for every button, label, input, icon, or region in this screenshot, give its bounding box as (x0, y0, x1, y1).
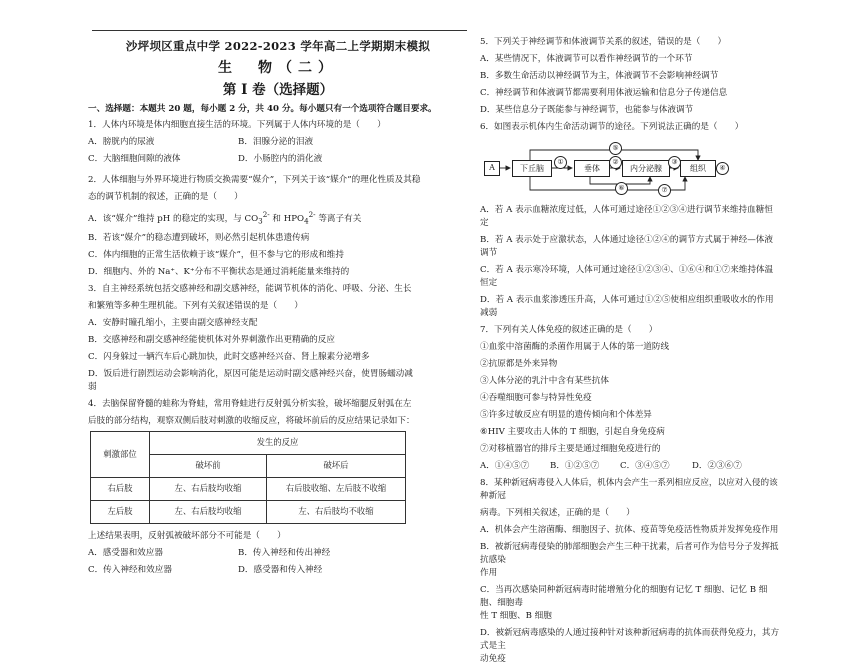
diagram-num-2: ② (609, 156, 622, 169)
diagram-num-3: ③ (668, 156, 681, 169)
q8-option-b-line1: B．被新冠病毒侵染的肺部细胞会产生三种干扰素，后者可作为信号分子发挥抵抗感染 (480, 542, 779, 565)
q7-stem: 7．下列有关人体免疫的叙述正确的是（ ） (480, 325, 658, 335)
q7-option-b: B．①②⑤⑦ (550, 461, 600, 471)
q3-option-d-line1: D．饭后进行剧烈运动会影响消化，原因可能是运动时副交感神经兴奋，使胃肠蠕动减 (88, 368, 413, 379)
diagram-num-6: ⑥ (615, 182, 628, 195)
diagram-num-5: ⑤ (609, 142, 622, 155)
subject-title: 生 物（二） (218, 60, 338, 76)
q5-option-b: B．多数生命活动以神经调节为主，体液调节不会影响神经调节 (480, 71, 719, 81)
q4-option-b: B．传入神经和传出神经 (238, 547, 331, 558)
table-cell: 左后肢 (91, 500, 150, 523)
q7-item-7: ⑦对移植器官的排斥主要是通过细胞免疫进行的 (480, 444, 661, 454)
q7-item-3: ③人体分泌的乳汁中含有某些抗体 (480, 376, 609, 386)
q3-option-d-line2: 弱 (88, 381, 97, 392)
table-header-reaction: 发生的反应 (150, 431, 406, 454)
q6-stem: 6．如图表示机体内生命活动调节的途径。下列说法正确的是（ ） (480, 122, 744, 132)
q5-option-a: A．某些情况下，体液调节可以看作神经调节的一个环节 (480, 54, 693, 64)
q7-options (480, 460, 780, 473)
q6-option-a: A．若 A 表示血糖浓度过低，人体可通过途径①②③④进行调节来维持血糖恒定 (480, 205, 773, 228)
left-column (88, 0, 468, 585)
q6-option-c: C．若 A 表示寒冷环境，人体可通过途径①②③④、①⑥④和①⑦来维持体温恒定 (480, 265, 774, 288)
diagram-hypothalamus: 下丘脑 (512, 160, 552, 177)
q8-option-c-line2: 性 T 细胞、B 细胞 (480, 611, 552, 621)
q4-question: 上述结果表明，反射弧被破坏部分不可能是（ ） (88, 530, 286, 541)
q5-stem: 5．下列关于神经调节和体液调节关系的叙述，错误的是（ ） (480, 37, 727, 47)
diagram-a-box: A (484, 161, 500, 176)
q3-option-b: B．交感神经和副交感神经能使机体对外界刺激作出更精确的反应 (88, 334, 335, 345)
diagram-num-4: ④ (716, 162, 729, 175)
q8-option-c-line1: C．当再次感染同种新冠病毒时能增殖分化的细胞有记忆 T 细胞、记忆 B 细胞、细胞毒 (480, 585, 768, 608)
q2-option-b: B．若该“媒介”的稳态遭到破坏，则必然引起机体患遗传病 (88, 232, 310, 243)
q6-option-b: B．若 A 表示处于应激状态，人体通过途径①②④的调节方式属于神经—体液调节 (480, 235, 773, 258)
q4-option-a: A．感受器和效应器 (88, 547, 163, 558)
right-column (480, 36, 780, 670)
q3-stem-line1: 3．自主神经系统包括交感神经和副交感神经，能调节机体的消化、呼吸、分泌、生长 (88, 283, 412, 294)
table-row (91, 477, 406, 500)
table-header-after: 破坏后 (267, 454, 406, 477)
diagram-num-1: ① (554, 156, 567, 169)
q7-item-5: ⑤许多过敏反应有明显的遗传倾向和个体差异 (480, 410, 652, 420)
q3-stem-line2: 和繁殖等多种生理机能。下列有关叙述错误的是（ ） (88, 300, 303, 311)
q3-option-a: A．安静时瞳孔缩小，主要由副交感神经支配 (88, 317, 258, 328)
school-title: 沙坪坝区重点中学 2022-2023 学年高二上学期期末模拟 (125, 39, 431, 53)
q7-option-a: A．①④⑤⑦ (480, 461, 530, 471)
table-cell: 右后肢收缩、左后肢不收缩 (267, 477, 406, 500)
q4-option-d: D．感受器和传入神经 (238, 564, 323, 575)
section-instruction: 一、选择题：本题共 20 题，每小题 2 分，共 40 分。每小题只有一个选项符合题目要求。 (88, 104, 437, 114)
q8-option-d-line2: 动免疫 (480, 654, 506, 664)
table-cell: 左、右后肢均不收缩 (267, 500, 406, 523)
table-cell: 左、右后肢均收缩 (150, 500, 267, 523)
q7-option-c: C．③④⑤⑦ (620, 461, 670, 471)
volume-title: 第 I 卷（选择题） (222, 82, 334, 98)
q8-stem-line1: 8．某种新冠病毒侵入人体后，机体内会产生一系列相应反应，以应对入侵的该种新冠 (480, 478, 778, 501)
q2-stem-line2: 态的调节机制的叙述，正确的是（ ） (88, 192, 243, 202)
q1-stem: 1．人体内环境是体内细胞直接生活的环境。下列属于人体内环境的是（ ） (88, 120, 386, 130)
q7-item-2: ②抗原都是外来异物 (480, 359, 558, 369)
q2-option-c: C．体内细胞的正常生活依赖于该“媒介”，但不参与它的形成和维持 (88, 249, 344, 260)
reflex-table (90, 431, 406, 524)
diagram-gland: 内分泌腺 (622, 160, 670, 177)
q1-options (88, 136, 468, 170)
q1-option-b: B．泪腺分泌的泪液 (238, 137, 314, 147)
q3-option-c: C．闪身躲过一辆汽车后心跳加快，此时交感神经兴奋、肾上腺素分泌增多 (88, 351, 370, 362)
q2-a-text-1: A．该“媒介”维持 pH 的稳定的实现，与 CO (88, 213, 259, 224)
q8-option-b-line2: 作用 (480, 568, 498, 578)
q2-a-sup-2: 2- (308, 210, 316, 219)
q8-option-d-line1: D．被新冠病毒感染的人通过接种针对该种新冠病毒的抗体而获得免疫力，其方式是主 (480, 628, 780, 651)
q5-option-c: C．神经调节和体液调节都需要利用体液运输和信息分子传递信息 (480, 88, 728, 98)
q7-item-4: ④吞噬细胞可参与特异性免疫 (480, 393, 592, 403)
diagram-num-7: ⑦ (658, 184, 671, 197)
q6-option-d: D．若 A 表示血浆渗透压升高，人体可通过①②⑤使相应组织重吸收水的作用减弱 (480, 295, 774, 318)
q2-a-sub-2: 4 (304, 216, 309, 226)
q4-option-c: C．传入神经和效应器 (88, 564, 172, 575)
table-row (91, 500, 406, 523)
q2-option-d: D．细胞内、外的 Na⁺、K⁺分布不平衡状态是通过消耗能量来维持的 (88, 266, 350, 277)
q2-a-text-2: 和 HPO (269, 213, 305, 224)
table-header-row (91, 431, 406, 454)
q5-option-d: D．某些信息分子既能参与神经调节，也能参与体液调节 (480, 105, 694, 115)
q8-option-a: A．机体会产生溶菌酶、细胞因子、抗体、疫苗等免疫活性物质并发挥免疫作用 (480, 525, 779, 535)
q2-a-sub-1: 3 (258, 216, 263, 226)
diagram-tissue: 组织 (680, 160, 716, 177)
q4-options (88, 547, 468, 581)
q2-option-a (88, 208, 468, 228)
q2-stem-line1: 2．人体细胞与外界环境进行物质交换需要“媒介”，下列关于该“媒介”的理化性质及其稳 (88, 175, 421, 185)
diagram-pituitary: 垂体 (574, 160, 610, 177)
table-header-before: 破坏前 (150, 454, 267, 477)
q8-stem-line2: 病毒。下列相关叙述，正确的是（ ） (480, 508, 635, 518)
q7-item-1: ①血浆中溶菌酶的杀菌作用属于人体的第一道防线 (480, 342, 670, 352)
q4-stem-line2: 后肢的部分结构，观察双侧后肢对刺激的收缩反应，将破坏前后的反应结果记录如下： (88, 415, 415, 426)
q2-a-text-3: 等离子有关 (315, 213, 362, 224)
table-header-part: 刺激部位 (91, 431, 150, 477)
q4-stem-line1: 4．去脑保留脊髓的蛙称为脊蛙，常用脊蛙进行反射弧分析实验，破坏缩腿反射弧在左 (88, 398, 412, 409)
q1-option-d: D．小肠腔内的消化液 (238, 154, 323, 164)
q1-option-c: C．大脑细胞间隙的液体 (88, 154, 181, 164)
q1-option-a: A．膀胱内的尿液 (88, 137, 155, 147)
table-cell: 右后肢 (91, 477, 150, 500)
table-cell: 左、右后肢均收缩 (150, 477, 267, 500)
regulation-diagram (480, 138, 740, 198)
q2-a-sup-1: 2- (262, 210, 270, 219)
q7-option-d: D．②③⑥⑦ (692, 461, 742, 471)
q7-item-6: ⑥HIV 主要攻击人体的 T 细胞，引起自身免疫病 (480, 427, 665, 437)
